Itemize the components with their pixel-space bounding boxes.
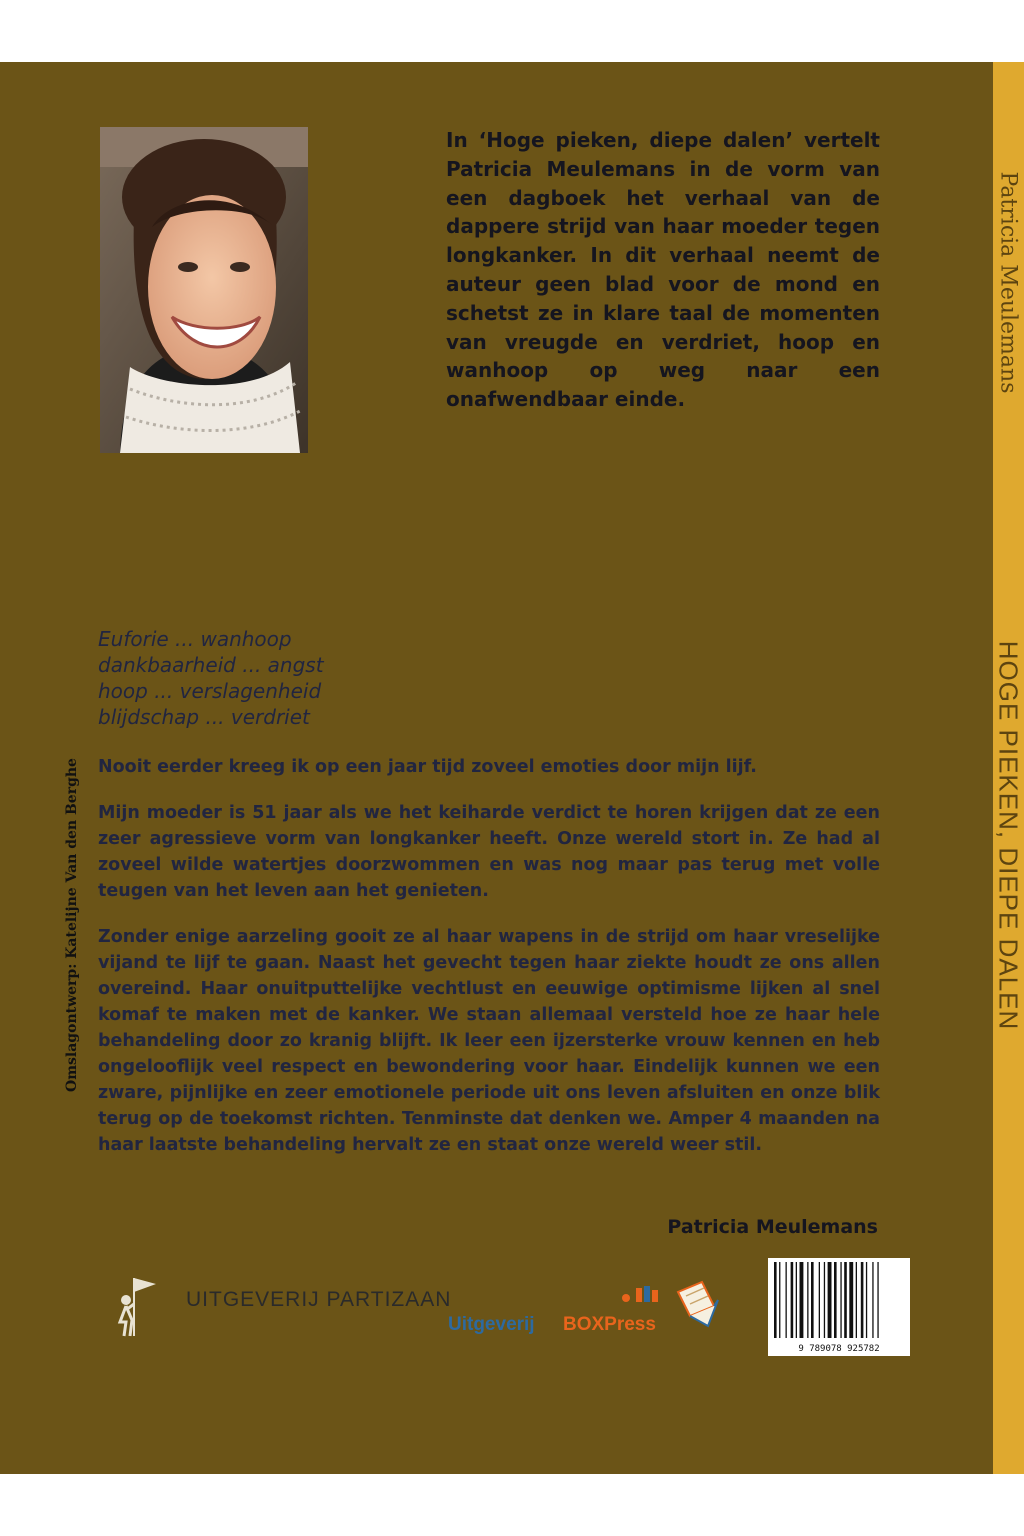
barcode-bar (866, 1262, 867, 1338)
barcode-bar (840, 1262, 841, 1338)
emotion-line: Euforie ... wanhoop (98, 627, 292, 651)
barcode-bar (824, 1262, 825, 1338)
barcode-bar (774, 1262, 777, 1338)
barcode-bar (779, 1262, 780, 1338)
author-photo (100, 127, 308, 453)
synopsis (98, 754, 880, 1178)
author-signature: Patricia Meulemans (667, 1216, 878, 1238)
barcode-bar (849, 1262, 853, 1338)
barcode-bar (844, 1262, 847, 1338)
spine-author: Patricia Meulemans (995, 171, 1021, 394)
barcode-bar (796, 1262, 797, 1338)
cover-design-credit: Omslagontwerp: Katelijne Van den Berghe (64, 758, 80, 1092)
emotion-line: dankbaarheid ... angst (98, 653, 324, 677)
barcode-bar (791, 1262, 794, 1338)
barcode-bar (872, 1262, 873, 1338)
barcode-bar (800, 1262, 804, 1338)
emotion-line: blijdschap ... verdriet (98, 705, 310, 729)
barcode-bar (786, 1262, 787, 1338)
barcode-bar (834, 1262, 837, 1338)
barcode-bar (807, 1262, 808, 1338)
synopsis-paragraph: Zonder enige aarzeling gooit ze al haar wapens in de strijd om haar vreselijke vijand te lijf te gaan. Naast het gevecht tegen haar ziekte houdt ze ons allen overeind. Haar onuitputtelijke vechtlust en eeuwige optimisme lijken al snel komaf te maken met de kanker. We staan allemaal versteld hoe ze haar hele behandeling door zo kranig blijft. Ik leer een ijzersterke vrouw kennen en heb ongelooflijk veel respect en bewondering voor haar. Eindelijk kunnen we een zware, pijnlijke en zeer emotionele periode uit ons leven afsluiten en onze blik terug op de toekomst richten. Tenminste dat denken we. Amper 4 maanden na haar laatste behandeling hervalt ze en staat onze wereld weer stil. (98, 927, 880, 1155)
barcode-bar (856, 1262, 857, 1338)
isbn-barcode (768, 1258, 910, 1356)
synopsis-paragraph: Mijn moeder is 51 jaar als we het keiharde verdict te horen krijgen dat ze een zeer agressieve vorm van longkanker heeft. Onze wereld stort in. Ze had al zoveel wilde watertjes doorzwommen en was nog maar pas terug met volle teugen van het leven aan het genieten. (98, 803, 880, 901)
barcode-bar (819, 1262, 820, 1338)
emotion-line: hoop ... verslagenheid (98, 679, 322, 703)
author-portrait-illustration (100, 127, 308, 453)
boxpress-prefix: Uitgeverij (448, 1314, 535, 1335)
spine-title: HOGE PIEKEN, DIEPE DALEN (993, 640, 1024, 1031)
barcode-bar (861, 1262, 864, 1338)
barcode-bar (828, 1262, 832, 1338)
barcode-bars (774, 1262, 904, 1338)
figure-with-flag-icon (104, 1270, 164, 1342)
barcode-digits: 9 789078 925782 (798, 1344, 880, 1354)
barcode-bar (811, 1262, 814, 1338)
emotions-list (98, 626, 498, 730)
publisher-name: UITGEVERIJ PARTIZAAN (186, 1288, 452, 1311)
boxpress-name: BOXPress (563, 1314, 656, 1335)
barcode-bar (877, 1262, 878, 1338)
back-cover-blurb: In ‘Hoge pieken, diepe dalen’ vertelt Patricia Meulemans in de vorm van een dagboek het verhaal van de dappere strijd van haar moeder tegen longkanker. In dit verhaal neemt de auteur geen blad voor de mond en schetst ze in klare taal de momenten van vreugde en verdriet, hoop en wanhoop op weg naar een onafwendbaar einde. (446, 128, 880, 412)
synopsis-paragraph: Nooit eerder kreeg ik op een jaar tijd zoveel emoties door mijn lijf. (98, 757, 757, 777)
